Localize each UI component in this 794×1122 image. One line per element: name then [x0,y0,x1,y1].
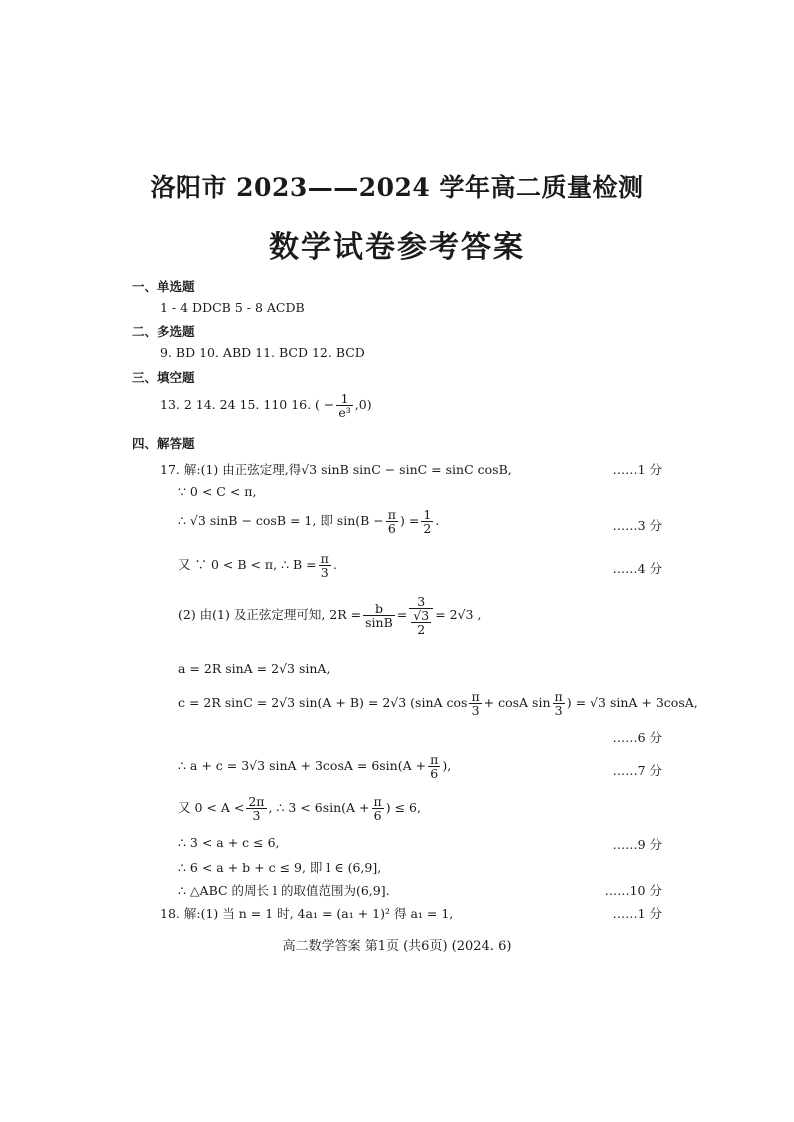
document-title: 洛阳市 2023——2024 学年高二质量检测 [150,173,644,202]
section-heading-multi-choice: 二、多选题 [132,324,195,339]
solution17-line12: ∴ △ABC 的周长 l 的取值范围为(6,9]. [178,883,390,898]
solution17-line8: ∴ a + c = 3√3 sinA + 3cosA = 6sin(A + $\frac{\pi}{6}$ ), [178,752,452,782]
score-marker: ……9 分 [612,837,662,852]
solution17-line10: ∴ 3 < a + c ≤ 6, [178,835,280,850]
score-marker: ……3 分 [612,518,662,533]
score-marker: ……6 分 [612,730,662,745]
solution17-line9: 又 0 < A < $\frac{2\pi}{3}$ , ∴ 3 < 6sin(A + $\frac{\pi}{6}$ ) ≤ 6, [178,794,421,824]
fraction-1-over-e3: $\frac{1}{\text{e³}}$ [338,391,351,421]
solution17-line7: c = 2R sinC = 2√3 sin(A + B) = 2√3 (sinA cos $\frac{\pi}{3}$ + cosA sin $\frac{\pi}{3}$ ) = √3 sinA + 3cosA, [178,689,698,719]
single-choice-answers: 1 - 4 DDCB 5 - 8 ACDB [160,300,305,315]
fill-blank-text: 13. 2 14. 24 15. 110 16. ( − [160,397,335,413]
score-marker: ……4 分 [612,561,662,576]
score-marker: ……1 分 [612,462,662,477]
solution17-line5: (2) 由(1) 及正弦定理可知, 2R = $\frac{b}{\sin B}$ = $\frac{3}{\frac{√3}{2}}$ = 2√3 , [178,594,482,638]
score-marker: ……10 分 [604,883,662,898]
section-heading-solutions: 四、解答题 [132,436,195,451]
solution17-line6: a = 2R sinA = 2√3 sinA, [178,661,331,676]
solution17-line11: ∴ 6 < a + b + c ≤ 9, 即 l ∈ (6,9], [178,860,382,875]
section-heading-fill-blank: 三、填空题 [132,370,195,385]
solution17-line2: ∵ 0 < C < π, [178,484,257,499]
solution17-line4: 又 ∵ 0 < B < π, ∴ B = $\frac{\pi}{3}$ . [178,551,337,581]
solution17-line3: ∴ √3 sinB − cosB = 1, 即 sin(B − $\frac{\pi}{6}$ ) = $\frac{1}{2}$ . [178,507,440,537]
fill-blank-answers [160,392,372,419]
multi-choice-answers: 9. BD 10. ABD 11. BCD 12. BCD [160,345,365,360]
section-heading-single-choice: 一、单选题 [132,279,195,294]
fill-blank-text-end: ,0) [354,397,372,413]
score-marker: ……7 分 [612,763,662,778]
score-marker: ……1 分 [612,906,662,921]
document-subtitle: 数学试卷参考答案 [269,230,525,265]
solution18-line1: 18. 解:(1) 当 n = 1 时, 4a₁ = (a₁ + 1)² 得 a₁ = 1, [160,906,454,921]
solution17-line1: 17. 解:(1) 由正弦定理,得√3 sinB sinC − sinC = sinC cosB, [160,462,512,477]
page-footer: 高二数学答案 第1页 (共6页) (2024. 6) [282,939,512,954]
